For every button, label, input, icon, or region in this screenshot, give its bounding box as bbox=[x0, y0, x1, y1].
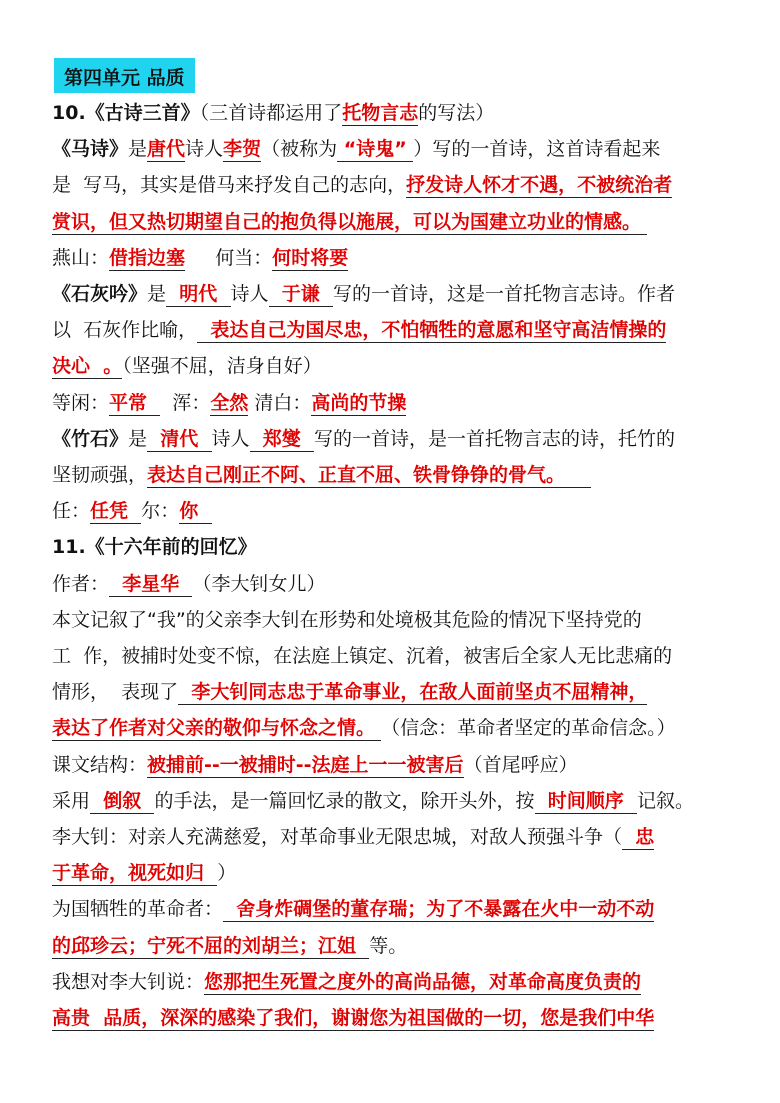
text-segment: 《竹石》 bbox=[52, 427, 129, 450]
answer-text: 被捕前--一被捕时--法庭上一一被害后 bbox=[147, 753, 464, 776]
text-segment: ） bbox=[217, 862, 237, 885]
text-segment: 是 bbox=[128, 427, 148, 450]
text-segment: 写的一首诗，这是一首托物言志诗。作者 bbox=[332, 283, 675, 306]
text-segment: 情形， 表现了 bbox=[52, 681, 179, 704]
text-segment: 工 作，被捕时处变不惊，在法庭上镇定、沉着，被害后全家人无比悲痛的 bbox=[52, 645, 673, 668]
text-line bbox=[52, 638, 730, 674]
answer-text: 借指边塞 bbox=[109, 246, 186, 269]
text-segment: 李大钊：对亲人充满慈爱，对革命事业无限忠城，对敌人预强斗争（ bbox=[52, 826, 623, 849]
text-segment: 我想对李大钊说： bbox=[52, 970, 205, 993]
text-line bbox=[52, 421, 730, 457]
text-segment: 《马诗》 bbox=[52, 138, 129, 161]
text-line bbox=[52, 529, 730, 565]
answer-text: 李贺 bbox=[223, 138, 262, 161]
answer-text: 何时将要 bbox=[272, 246, 349, 269]
text-line bbox=[52, 710, 730, 746]
text-segment: 任： bbox=[52, 500, 91, 523]
text-line bbox=[52, 1000, 730, 1036]
text-segment: 的写法） bbox=[418, 102, 495, 124]
text-segment: 以 石灰作比喻， bbox=[52, 319, 198, 342]
text-line bbox=[52, 747, 730, 783]
answer-text: 舍身炸碉堡的董存瑞；为了不暴露在火中一动不动 bbox=[223, 898, 655, 921]
text-segment: 11.《十六年前的回忆》 bbox=[52, 536, 257, 559]
answer-text: 表达自己为国尽忠，不怕牺牲的意愿和坚守高洁情操的 bbox=[197, 319, 667, 342]
answer-text: 您那把生死置之度外的高尚品德，对革命高度负责的 bbox=[204, 970, 642, 993]
answer-text: 高尚的节操 bbox=[311, 391, 407, 414]
text-segment: 记叙。 bbox=[636, 789, 694, 812]
text-segment: 坚韧顽强， bbox=[52, 464, 148, 487]
text-segment: 课文结构： bbox=[52, 753, 148, 776]
text-segment: 采用 bbox=[52, 789, 91, 812]
text-line bbox=[52, 891, 730, 927]
text-segment: 等。 bbox=[369, 934, 408, 957]
text-line bbox=[52, 95, 730, 131]
text-segment: 本文记叙了“我”的父亲李大钊在形势和处境极其危险的情况下坚持党的 bbox=[52, 608, 642, 631]
answer-text: 于革命，视死如归 bbox=[52, 862, 218, 885]
answer-text: 你 bbox=[179, 500, 212, 523]
unit-heading: 第四单元 品质 bbox=[54, 58, 195, 93]
answer-text: 倒叙 bbox=[90, 789, 155, 812]
text-line bbox=[52, 131, 730, 167]
answer-text: 时间顺序 bbox=[534, 789, 637, 812]
text-line bbox=[52, 674, 730, 710]
text-segment: （三首诗都运用了 bbox=[199, 102, 343, 124]
answer-text: 李大钊同志忠于革命事业，在敌人面前坚贞不屈精神， bbox=[178, 681, 648, 704]
answer-text: 表达自己刚正不阿、正直不屈、铁骨铮铮的骨气。 bbox=[147, 464, 592, 487]
answer-text: 的邱珍云；宁死不屈的刘胡兰；江姐 bbox=[52, 934, 370, 957]
answer-text: 清代 bbox=[147, 427, 212, 450]
text-line bbox=[52, 493, 730, 529]
text-line bbox=[52, 276, 730, 312]
answer-text: 赏识，但又热切期望自己的抱负得以施展，可以为国建立功业的情感。 bbox=[52, 210, 642, 233]
text-segment: 何当： bbox=[185, 246, 273, 269]
text-segment: 清白： bbox=[248, 391, 312, 414]
text-line bbox=[52, 312, 730, 348]
text-segment: （首尾呼应） bbox=[463, 753, 578, 776]
text-line bbox=[52, 457, 730, 493]
text-line bbox=[52, 566, 730, 602]
document-body bbox=[52, 95, 730, 1036]
answer-text: 平常 bbox=[109, 391, 161, 414]
text-line bbox=[52, 855, 730, 891]
text-segment: 诗人 bbox=[211, 427, 250, 450]
answer-text: 于谦 bbox=[268, 283, 333, 306]
text-segment: （李大钊女儿） bbox=[192, 572, 326, 595]
answer-text: 郑燮 bbox=[249, 427, 314, 450]
answer-text: 李星华 bbox=[109, 572, 193, 595]
text-line bbox=[52, 385, 730, 421]
text-segment: 《石灰吟》 bbox=[52, 283, 148, 306]
text-segment: 诗人 bbox=[185, 138, 224, 161]
text-line bbox=[52, 783, 730, 819]
text-segment: 浑： bbox=[160, 391, 211, 414]
text-segment: 是 写马，其实是借马来抒发自己的志向， bbox=[52, 174, 407, 197]
text-segment: 的手法，是一篇回忆录的散文，除开头外，按 bbox=[154, 789, 535, 812]
text-segment: 为国牺牲的革命者： bbox=[52, 898, 224, 921]
answer-text: 唐代 bbox=[147, 138, 186, 161]
answer-text: 任凭 bbox=[90, 500, 142, 523]
answer-text: 托物言志 bbox=[342, 102, 419, 124]
text-line bbox=[52, 964, 730, 1000]
answer-text: 高贵 品质，深深的感染了我们，谢谢您为祖国做的一切，您是我们中华 bbox=[52, 1007, 655, 1030]
text-segment: （信念：革命者坚定的革命信念。） bbox=[381, 717, 676, 740]
text-segment: 写的一首诗，是一首托物言志的诗，托竹的 bbox=[313, 427, 675, 450]
text-segment: （坚强不屈，洁身自好） bbox=[122, 355, 322, 378]
text-segment: 作者： bbox=[52, 572, 110, 595]
text-segment: ）写的一首诗，这首诗看起来 bbox=[413, 138, 661, 161]
text-segment: （被称为 bbox=[261, 138, 338, 161]
answer-text: 全然 bbox=[210, 391, 249, 414]
text-segment: 燕山： bbox=[52, 246, 110, 269]
text-segment bbox=[641, 211, 647, 235]
text-segment: 诗人 bbox=[230, 283, 269, 306]
answer-text: 决心 。 bbox=[52, 355, 123, 378]
text-line bbox=[52, 348, 730, 384]
text-line bbox=[52, 240, 730, 276]
text-line bbox=[52, 819, 730, 855]
text-segment: 等闲： bbox=[52, 391, 110, 414]
text-segment: 10.《古诗三首》 bbox=[52, 102, 200, 124]
answer-text: 表达了作者对父亲的敬仰与怀念之情。 bbox=[52, 717, 376, 740]
text-line bbox=[52, 928, 730, 964]
text-segment: 是 bbox=[147, 283, 167, 306]
text-line bbox=[52, 204, 730, 240]
text-segment: 尔： bbox=[141, 500, 180, 523]
answer-text: 忠 bbox=[622, 826, 655, 849]
answer-text: “诗鬼” bbox=[337, 138, 414, 161]
text-line bbox=[52, 602, 730, 638]
answer-text: 明代 bbox=[166, 283, 231, 306]
answer-text: 抒发诗人怀才不遇，不被统治者 bbox=[406, 174, 673, 197]
text-line bbox=[52, 167, 730, 203]
text-segment: 是 bbox=[128, 138, 148, 161]
